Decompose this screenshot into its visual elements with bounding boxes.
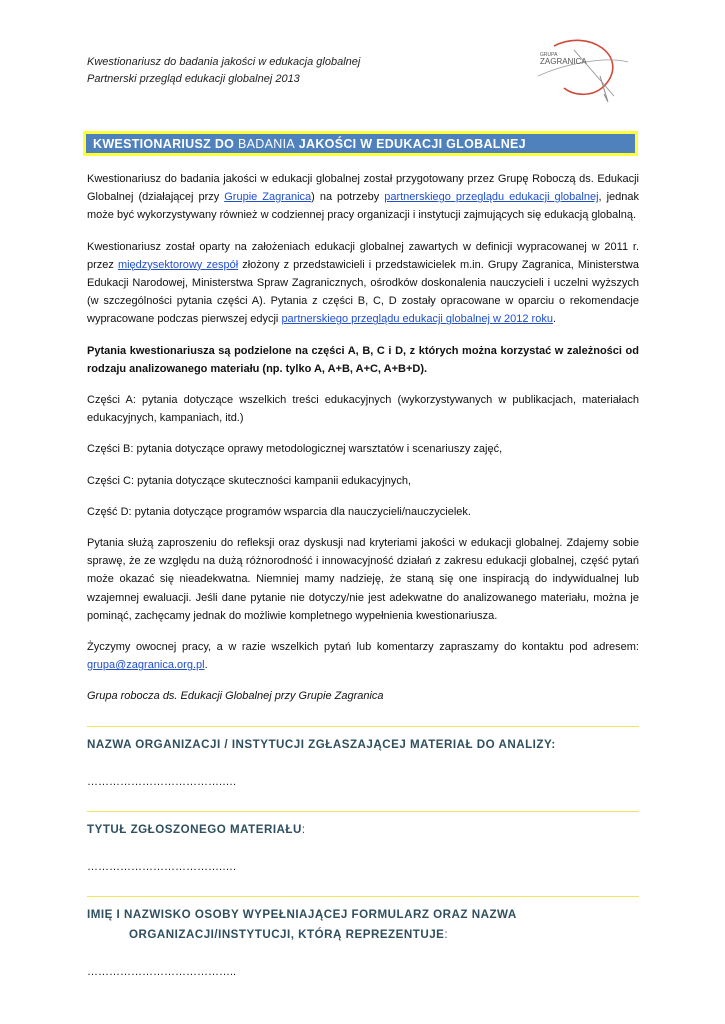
basis-text-1: Kwestionariusz został oparty na założeniach edukacji globalnej zawartych w definicji wypracowanej w 2011 r. przez [87, 240, 639, 271]
respondent-title-line-2 [87, 925, 639, 945]
organization-blank-field[interactable]: ……………………………….…. [87, 775, 237, 788]
material-title-colon: : [301, 822, 306, 836]
contact-paragraph [87, 638, 639, 674]
organization-section-title: NAZWA ORGANIZACJI / INSTYTUCJI ZGŁASZAJĄCEJ MATERIAŁ DO ANALIZY: [87, 737, 556, 751]
intro-paragraph [87, 170, 639, 225]
banner-title-part-2: BADANIA [238, 137, 295, 151]
document-header [87, 54, 360, 88]
purpose-paragraph: Pytania służą zaproszeniu do refleksji oraz dyskusji nad kryteriami jakości w edukacji globalnej. Zdajemy sobie sprawę, że ze względu na dużą różnorodność i innowacyjność działań z zakresu edukacji globalnej, część pytań może okazać się nieadekwatna. Niemniej mamy nadzieję, że staną się one inspiracją do indywidualnej lub wzajemnej ewaluacji. Jeśli dane pytanie nie dotyczy/nie jest adekwatne do analizowanego materiału, można je pominąć, zachęcamy jednak do możliwie kompletnego wypełnienia kwestionariusza. [87, 537, 639, 622]
part-c-paragraph: Części C: pytania dotyczące skuteczności kampanii edukacyjnych, [87, 474, 412, 487]
document-body [87, 170, 639, 981]
material-title-label: TYTUŁ ZGŁOSZONEGO MATERIAŁU [87, 822, 302, 836]
banner-title-part-3: JAKOŚCI W EDUKACJI GLOBALNEJ [298, 137, 526, 151]
respondent-blank-field[interactable]: ………………………………….. [87, 966, 237, 979]
basis-text-3: . [552, 313, 557, 326]
title-banner [83, 131, 638, 156]
respondent-section [87, 896, 639, 981]
parts-summary-paragraph: Pytania kwestionariusza są podzielone na części A, B, C i D, z których można korzystać w zależności od rodzaju analizowanego materiału (np. tylko A, A+B, A+C, A+B+D). [87, 344, 639, 375]
signature: Grupa robocza ds. Edukacji Globalnej przy Grupie Zagranica [87, 690, 384, 703]
przeglad-2012-link[interactable]: partnerskiego przeglądu edukacji globalnej w 2012 roku [281, 313, 553, 326]
respondent-title-colon: : [444, 928, 449, 942]
grupie-zagranica-link[interactable]: Grupie Zagranica [224, 191, 312, 204]
contact-text-end: . [204, 659, 208, 672]
contact-text: Życzymy owocnej pracy, a w razie wszelkich pytań lub komentarzy zapraszamy do kontaktu pod adresem: [87, 641, 639, 654]
banner-title [93, 137, 526, 151]
basis-text-2: złożony z przedstawicieli i przedstawicielek m.in. Grupy Zagranica, Ministerstwa Edukacji Narodowej, Ministerstwa Spraw Zagranicznych, ośrodków doskonalenia nauczycieli i uczelni wyższych (w szczególności pytania części A). Pytania z części B, C, D zostały opracowane w oparciu o rekomendacje wypracowane podczas pierwszej edycji [87, 258, 639, 326]
header-line-1: Kwestionariusz do badania jakości w edukacja globalnej [87, 56, 361, 68]
logo-text-small: GRUPA [540, 52, 558, 58]
part-d-paragraph: Część D: pytania dotyczące programów wsparcia dla nauczycieli/nauczycielek. [87, 505, 471, 518]
intro-text-2: ) na potrzeby [311, 191, 385, 204]
respondent-section-title [87, 905, 639, 945]
intro-text-3: , jednak może być wykorzystywany również w codziennej pracy organizacji i instytucji zajmujących się edukacją globalną. [87, 191, 640, 222]
organization-section [87, 726, 639, 791]
part-b-paragraph: Części B: pytania dotyczące oprawy metodologicznej warsztatów i scenariuszy zajęć, [87, 443, 503, 456]
miedzysektorowy-zespol-link[interactable]: międzysektorowy zespół [117, 258, 239, 271]
contact-email-link[interactable]: grupa@zagranica.org.pl [87, 659, 205, 672]
partnerski-przeglad-link[interactable]: partnerskiego przeglądu edukacji globalnej [384, 191, 599, 204]
basis-paragraph [87, 238, 639, 329]
material-title-blank-field[interactable]: ……………………………….…. [87, 860, 237, 873]
respondent-title-line-2-text: ORGANIZACJI/INSTYTUCJI, KTÓRĄ REPREZENTUJE [129, 928, 445, 942]
header-line-2: Partnerski przegląd edukacji globalnej 2013 [87, 73, 300, 85]
part-a-paragraph: Części A: pytania dotyczące wszelkich treści edukacyjnych (wykorzystywanych w publikacjach, materiałach edukacyjnych, kampaniach, itd.) [87, 394, 639, 425]
material-title-section [87, 811, 639, 876]
intro-text-1: Kwestionariusz do badania jakości w edukacji globalnej został przygotowany przez Grupę Roboczą ds. Edukacji Globalnej (działającej przy [87, 173, 639, 204]
material-title-section-title [87, 820, 639, 840]
respondent-title-line-1: IMIĘ I NAZWISKO OSOBY WYPEŁNIAJĄCEJ FORMULARZ ORAZ NAZWA [87, 908, 517, 922]
grupa-zagranica-logo [534, 36, 634, 106]
banner-title-part-1: KWESTIONARIUSZ DO [93, 137, 235, 151]
logo-text-main: ZAGRANICA [540, 57, 587, 66]
